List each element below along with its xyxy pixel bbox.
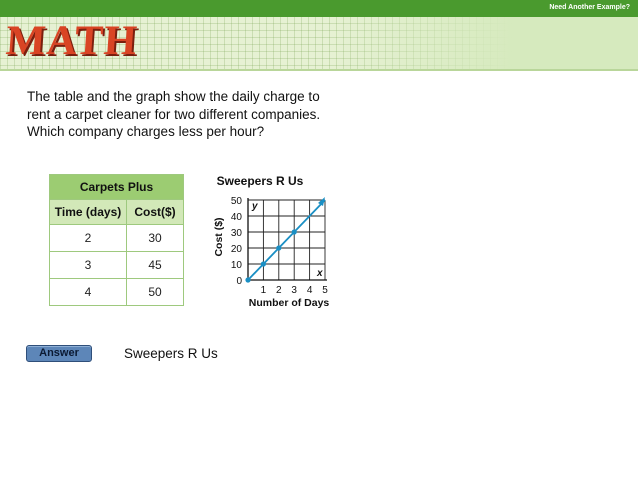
math-logo: MATH bbox=[4, 18, 140, 64]
series-arrowhead bbox=[318, 197, 325, 206]
series-line bbox=[248, 200, 325, 280]
need-another-example-link[interactable]: Need Another Example? bbox=[549, 4, 630, 11]
y-tick-label: 0 bbox=[236, 276, 242, 287]
y-tick-label: 20 bbox=[230, 244, 242, 255]
table-cell-cost: 45 bbox=[127, 252, 184, 279]
y-tick-label: 50 bbox=[230, 196, 242, 207]
table-cell-time: 3 bbox=[50, 252, 127, 279]
data-point bbox=[245, 277, 250, 282]
table-row bbox=[50, 252, 184, 279]
sweepers-graph bbox=[205, 170, 345, 315]
y-axis-letter: y bbox=[252, 201, 258, 212]
x-tick-label: 1 bbox=[260, 285, 267, 296]
data-point bbox=[261, 261, 266, 266]
question-text: The table and the graph show the daily charge to rent a carpet cleaner for two different companies. Which company charges less per hour? bbox=[27, 89, 321, 139]
table-cell-cost: 50 bbox=[127, 279, 184, 306]
top-bar bbox=[0, 0, 638, 17]
table-row bbox=[50, 225, 184, 252]
answer-text: Sweepers R Us bbox=[124, 346, 218, 361]
answer-button[interactable]: Answer bbox=[26, 345, 92, 362]
table-header-cost: Cost($) bbox=[127, 200, 184, 225]
carpets-plus-table bbox=[49, 174, 184, 306]
x-axis-label: Number of Days bbox=[248, 297, 330, 309]
chart-title: Sweepers R Us bbox=[216, 174, 304, 188]
table-cell-cost: 30 bbox=[127, 225, 184, 252]
x-tick-label: 5 bbox=[322, 285, 328, 296]
y-axis-label: Cost ($) bbox=[213, 217, 225, 257]
x-axis-letter: x bbox=[317, 268, 323, 279]
data-point bbox=[292, 229, 297, 234]
x-tick-label: 3 bbox=[291, 285, 297, 296]
table-header-time: Time (days) bbox=[50, 200, 127, 225]
data-point bbox=[276, 245, 281, 250]
table-cell-time: 2 bbox=[50, 225, 127, 252]
table-row bbox=[50, 279, 184, 306]
y-tick-label: 40 bbox=[230, 212, 242, 223]
y-tick-label: 10 bbox=[230, 260, 242, 271]
table-title: Carpets Plus bbox=[50, 175, 184, 200]
y-tick-label: 30 bbox=[230, 228, 242, 239]
x-tick-label: 4 bbox=[306, 285, 313, 296]
table-cell-time: 4 bbox=[50, 279, 127, 306]
x-tick-label: 2 bbox=[276, 285, 282, 296]
banner-divider bbox=[0, 69, 638, 71]
banner-fade bbox=[330, 17, 638, 69]
